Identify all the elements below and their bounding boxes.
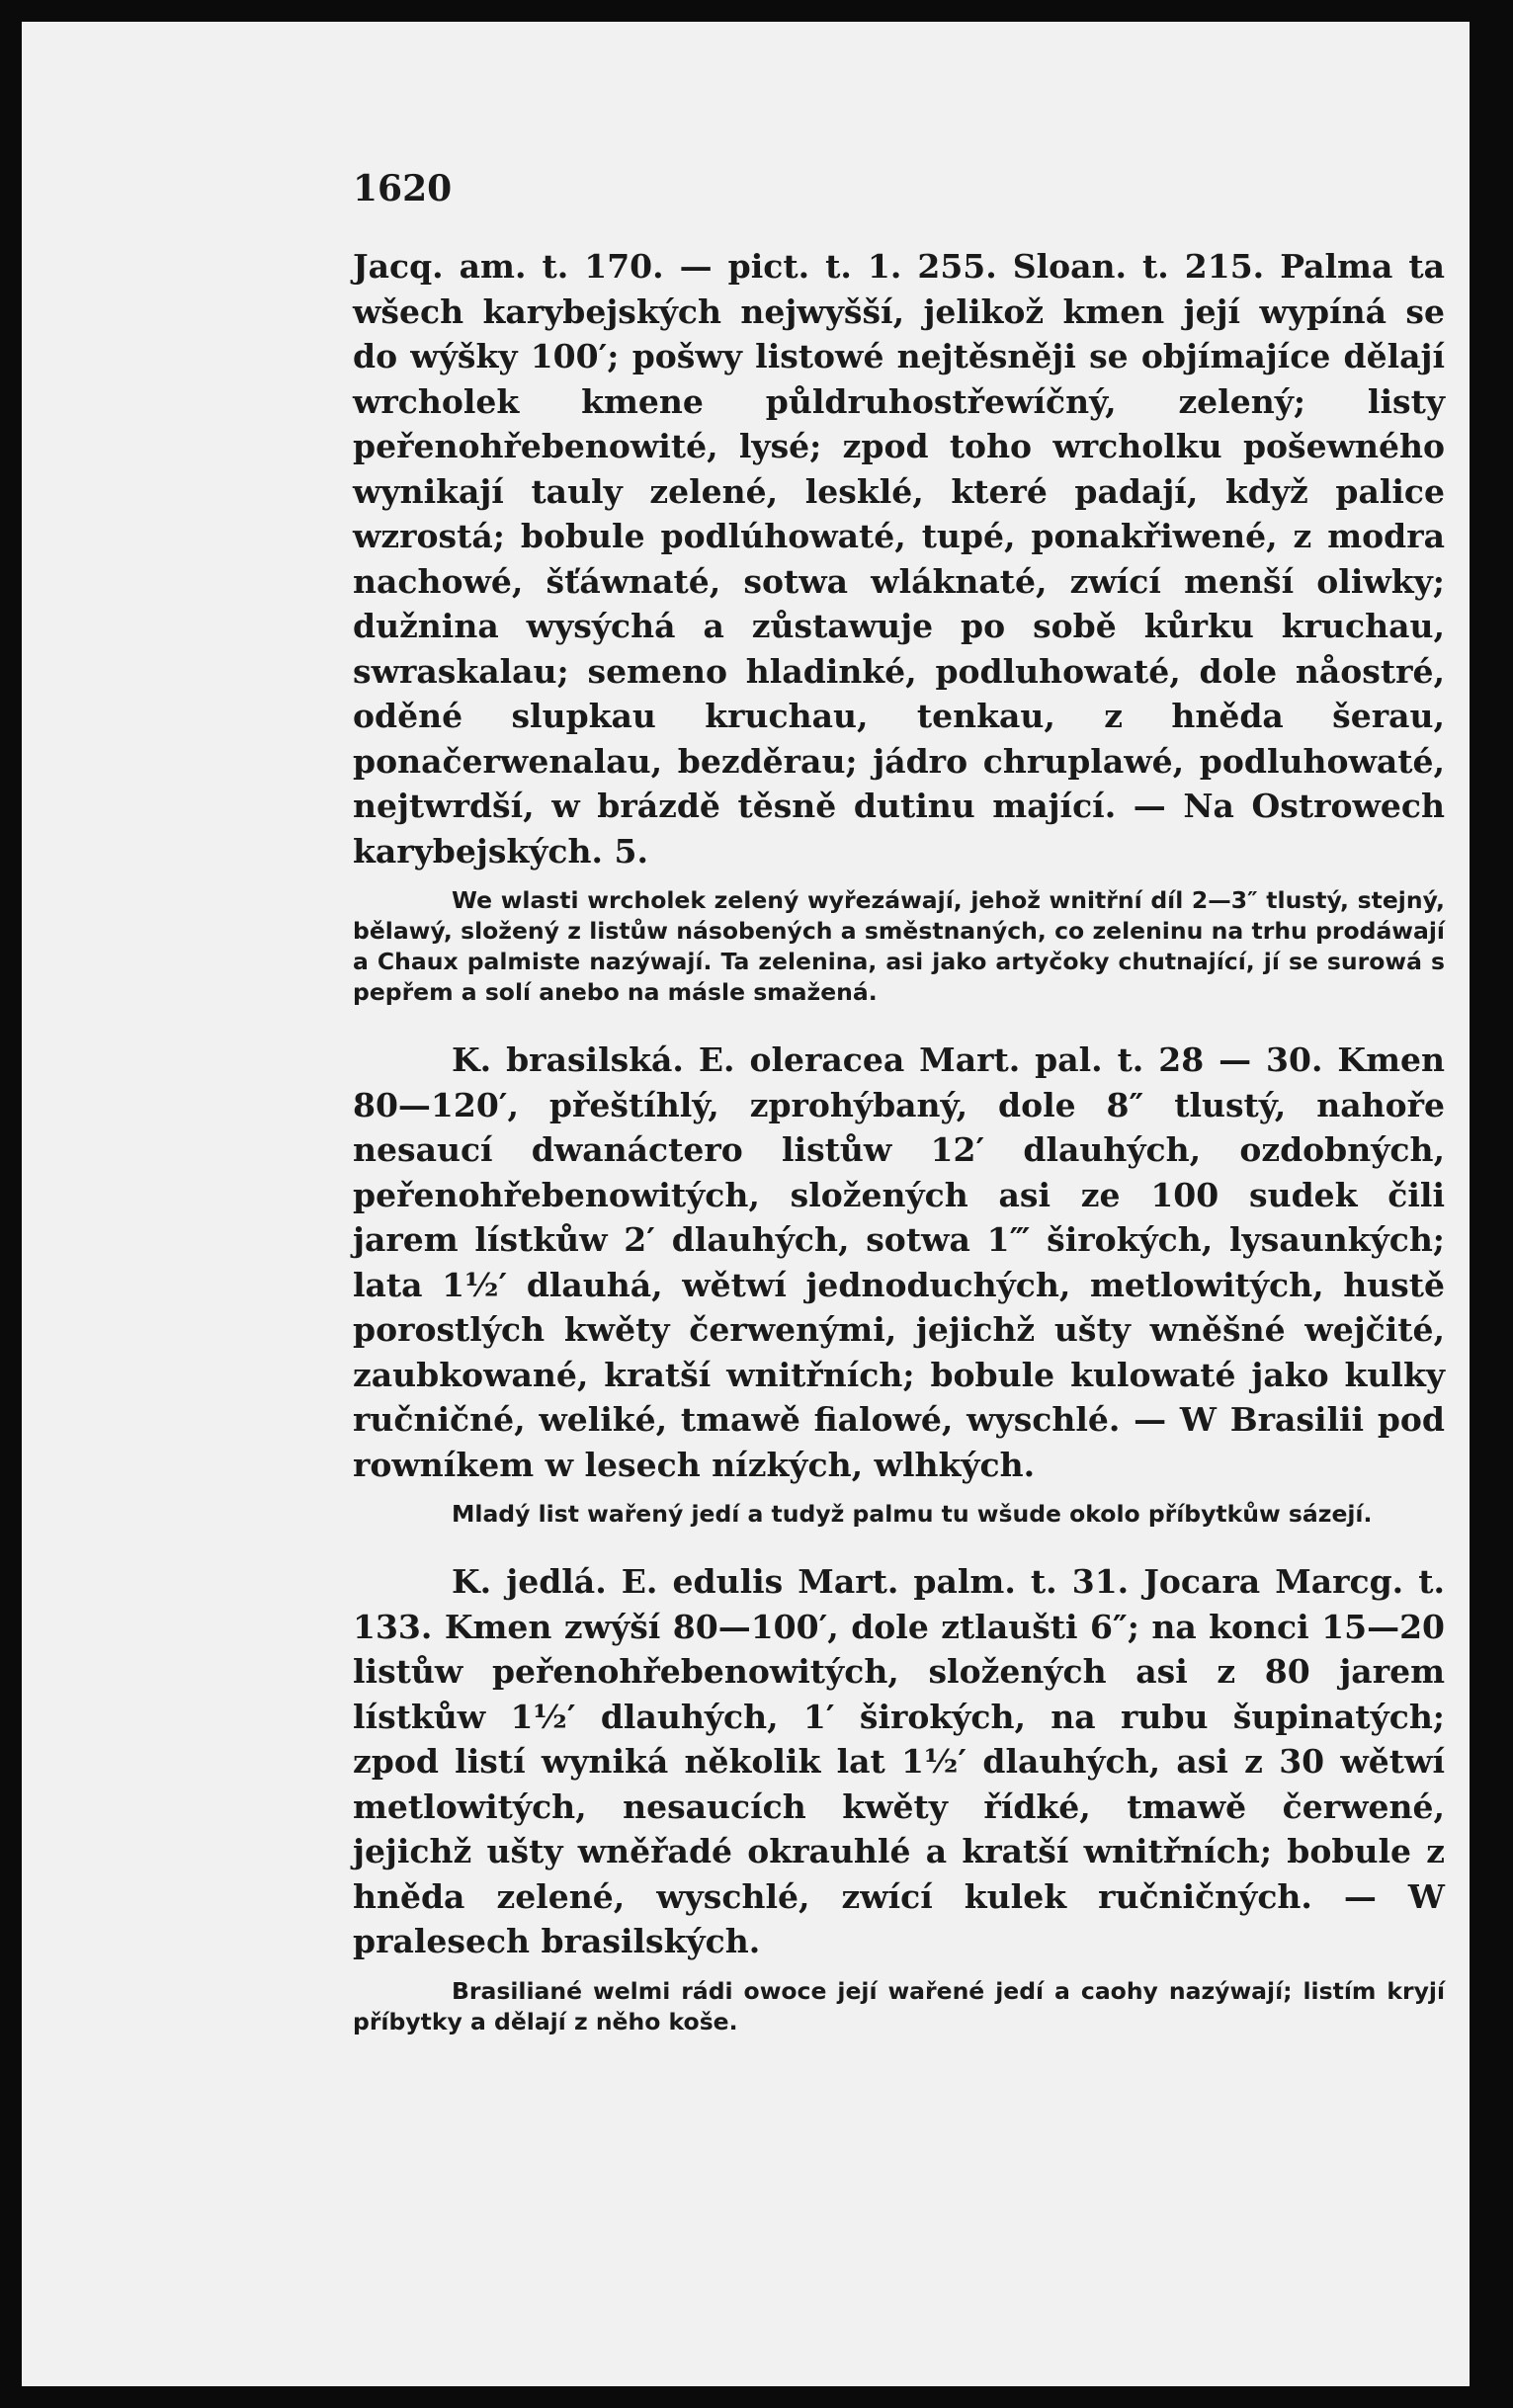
page-number: 1620 — [353, 168, 453, 209]
entry-jedla-main: K. jedlá. E. edulis Mart. palm. t. 31. Jocara Marcg. t. 133. Kmen zwýší 80—100′, dole ztlaušti 6″; na konci 15—20 listůw peřenohřebenowitých, složených asi z 80 jarem lístkůw 1½′ dlauhých, 1′ širokých, na rubu šupinatých; zpod listí wyniká několik lat 1½′ dlauhých, asi z 30 wětwí metlowitých, nesaucích kwěty řídké, tmawě čerwené, jejichž ušty wněřadé okrauhlé a kratší wnitřních; bobule z hněda zelené, wyschlé, zwící kulek ručničných. — W pralesech brasilských. — [353, 1562, 1445, 1960]
entry-brasilska-note: Mladý list wařený jedí a tudyž palmu tu wšude okolo příbytkůw sázejí. — [452, 1500, 1373, 1528]
book-page — [22, 22, 1470, 2386]
entry-brasilska-main: K. brasilská. E. oleracea Mart. pal. t. 28 — 30. Kmen 80—120′, přeštíhlý, zprohýbaný, dole 8″ tlustý, nahoře nesaucí dwanáctero listůw 12′ dlauhých, ozdobných, peřenohřebenowitých, složených asi ze 100 sudek čili jarem lístkůw 2′ dlauhých, sotwa 1‴ širokých, lysaunkých; lata 1½′ dlauhá, wětwí jednoduchých, metlowitých, hustě porostlých kwěty čerwenými, jejichž ušty wněšné wejčité, zaubkowané, kratší wnitřních; bobule kulowaté jako kulky ručničné, weliké, tmawě fialowé, wyschlé. — W Brasilii pod rowníkem w lesech nízkých, wlhkých. — [353, 1040, 1445, 1484]
text-column — [353, 244, 1445, 2067]
entry-palma-note: We wlasti wrcholek zelený wyřezáwají, jehož wnitřní díl 2—3″ tlustý, stejný, bělawý, složený z listůw násobených a směstnaných, co zeleninu na trhu prodáwají a Chaux palmiste nazýwají. Ta zelenina, asi jako artyčoky chutnající, jí se surowá s pepřem a solí anebo na másle smažená. — [353, 886, 1445, 1006]
entry-jedla-note: Brasiliané welmi rádi owoce její wařené jedí a caohy nazýwají; listím kryjí příbytky a dělají z něho koše. — [353, 1976, 1445, 2035]
entry-palma-main: Jacq. am. t. 170. — pict. t. 1. 255. Sloan. t. 215. Palma ta wšech karybejských nejwyšší, jelikož kmen její wypíná se do wýšky 100′; pošwy listowé nejtěsněji se objímajíce dělají wrcholek kmene půldruhostřewíčný, zelený; listy peřenohřebenowité, lysé; zpod toho wrcholku pošewného wynikají tauly zelené, lesklé, které padají, když palice wzrostá; bobule podlúhowaté, tupé, ponakřiwené, z modra nachowé, šťáwnaté, sotwa wláknaté, zwící menší oliwky; dužnina wysýchá a zůstawuje po sobě kůrku kruchau, swraskalau; semeno hladinké, podluhowaté, dole nåostré, oděné slupkau kruchau, tenkau, z hněda šerau, ponačerwenalau, bezděrau; jádro chruplawé, podluhowaté, nejtwrdší, w brázdě těsně dutinu mající. — Na Ostrowech karybejských. 5. — [353, 247, 1445, 871]
